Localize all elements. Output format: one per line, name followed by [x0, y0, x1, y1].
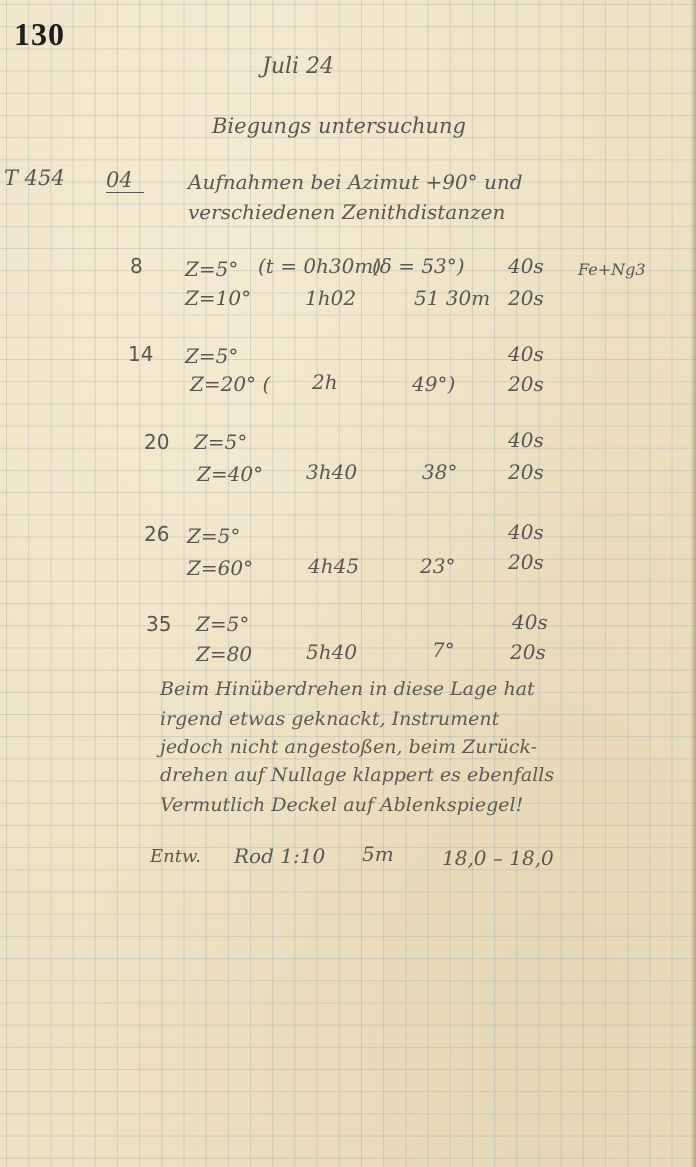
exposure: 40s — [508, 254, 544, 278]
hour-angle: 4h45 — [308, 554, 360, 578]
heading: Biegungs untersuchung — [212, 114, 466, 138]
exposure: 40s — [512, 610, 548, 634]
declination: 49°) — [412, 372, 456, 396]
exposure: 40s — [508, 342, 544, 366]
zenith-distance: Z=5° — [185, 257, 239, 281]
remark-line: jedoch nicht angestoßen, beim Zurück- — [160, 736, 538, 758]
exposure: 40s — [508, 520, 544, 544]
remark-line: drehen auf Nullage klappert es ebenfalls — [160, 764, 555, 786]
hour-angle: 2h — [312, 370, 338, 394]
entry-number: 04 — [106, 170, 144, 193]
filter-note: Fe+Ng3 — [578, 260, 646, 279]
hour-angle: 5h40 — [306, 640, 358, 664]
development-time: 5m — [362, 842, 394, 866]
exposure: 20s — [508, 460, 544, 484]
hour-angle: 1h02 — [305, 286, 357, 310]
declination: 51 30m — [414, 286, 491, 310]
plate-number: 14 — [128, 342, 154, 366]
zenith-distance: Z=60° — [187, 556, 254, 580]
exposure: 20s — [508, 550, 544, 574]
developer: Rod 1:10 — [234, 844, 326, 868]
description-line-1: Aufnahmen bei Azimut +90° und — [188, 170, 523, 194]
zenith-distance: Z=5° — [194, 430, 248, 454]
exposure: 40s — [508, 428, 544, 452]
entry-date: Juli 24 — [262, 54, 335, 79]
zenith-distance: Z=20° ( — [190, 372, 271, 396]
instrument-id: T 454 — [4, 166, 65, 190]
remark-line: Beim Hinüberdrehen in diese Lage hat — [160, 678, 535, 700]
declination: 23° — [420, 554, 456, 578]
exposure: 20s — [510, 640, 546, 664]
exposure: 20s — [508, 372, 544, 396]
exposure: 20s — [508, 286, 544, 310]
plate-number: 8 — [130, 254, 143, 278]
development-label: Entw. — [150, 846, 201, 867]
remark-line: Vermutlich Deckel auf Ablenkspiegel! — [160, 794, 524, 816]
hour-angle: (t = 0h30m) — [258, 254, 382, 278]
zenith-distance: Z=80 — [196, 642, 253, 666]
plate-number: 35 — [146, 612, 172, 636]
declination: 7° — [432, 638, 455, 662]
development-temperature: 18,0 – 18,0 — [442, 846, 554, 870]
plate-number: 20 — [144, 430, 170, 454]
zenith-distance: Z=5° — [196, 612, 250, 636]
plate-number: 26 — [144, 522, 170, 546]
hour-angle: 3h40 — [306, 460, 358, 484]
declination: 38° — [422, 460, 458, 484]
page-number: 130 — [14, 16, 65, 52]
zenith-distance: Z=10° — [185, 286, 252, 310]
zenith-distance: Z=5° — [185, 344, 239, 368]
remark-line: irgend etwas geknackt, Instrument — [160, 708, 500, 730]
description-line-2: verschiedenen Zenithdistanzen — [188, 200, 506, 224]
zenith-distance: Z=40° — [197, 462, 264, 486]
declination: (δ = 53°) — [372, 254, 465, 278]
zenith-distance: Z=5° — [187, 524, 241, 548]
